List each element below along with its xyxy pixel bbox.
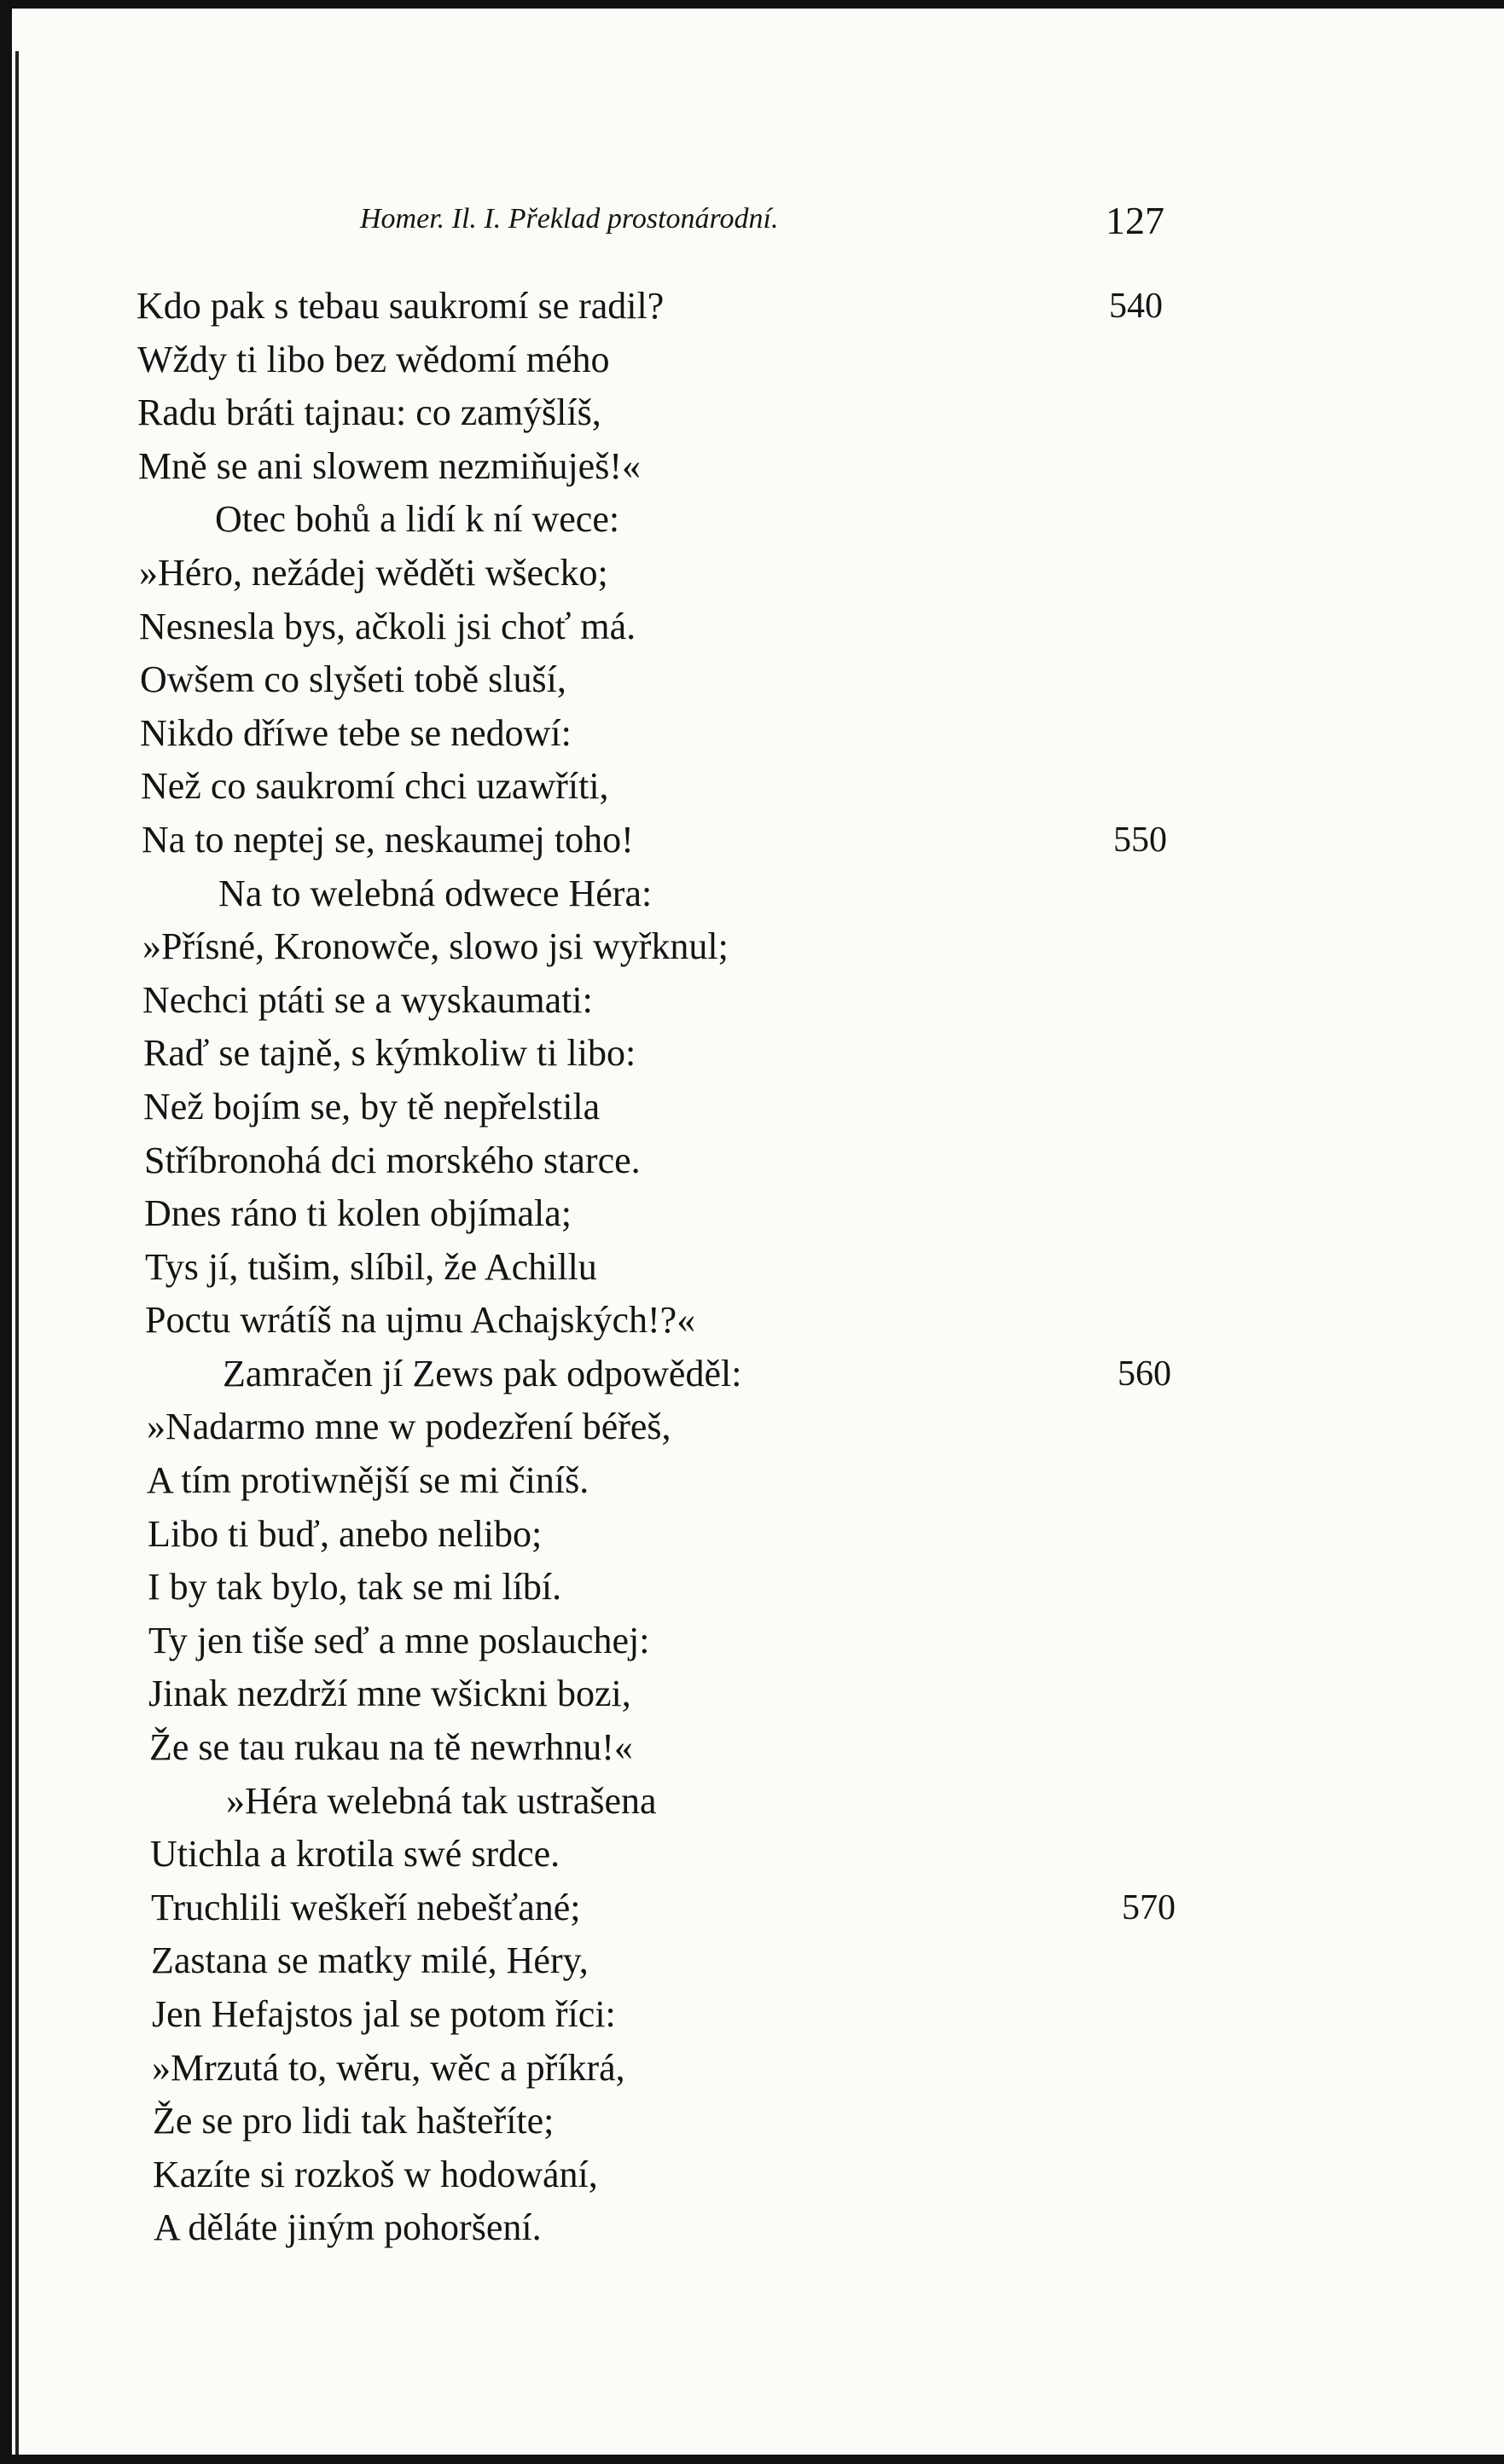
verse-text: A tím protiwnější se mi činíš.: [147, 1459, 589, 1502]
running-head: [0, 199, 1504, 254]
line-number: 560: [1118, 1354, 1171, 1394]
verse-text: Než co saukromí chci uzawříti,: [141, 765, 609, 808]
page-number: 127: [1106, 199, 1164, 242]
verse-text: I by tak bylo, tak se mi líbí.: [148, 1566, 562, 1609]
verse-line: [0, 547, 1504, 600]
verse-line: [0, 814, 1504, 867]
verse-text: Než bojím se, by tě nepřelstila: [143, 1085, 601, 1128]
scan-border-bottom: [0, 2455, 1504, 2464]
verse-line: [0, 1134, 1504, 1188]
verse-line: [0, 1561, 1504, 1615]
verse-line: [0, 600, 1504, 654]
verse-text: Utichla a krotila swé srdce.: [150, 1833, 560, 1876]
verse-text: Raď se tajně, s kýmkoliw ti libo:: [143, 1032, 636, 1075]
verse-line: [0, 1667, 1504, 1721]
verse-line: [0, 1775, 1504, 1829]
verse-text: Stříbronohá dci morského starce.: [144, 1139, 641, 1181]
verse-text: Zastana se matky milé, Héry,: [151, 1939, 589, 1982]
verse-text: »Nadarmo mne w podezření béřeš,: [147, 1406, 671, 1448]
verse-text: Nechci ptáti se a wyskaumati:: [142, 978, 593, 1021]
verse-text: Radu bráti tajnau: co zamýšlíš,: [137, 391, 601, 434]
verse-line: [0, 2095, 1504, 2148]
verse-text: Mně se ani slowem nezmiňuješ!«: [138, 444, 641, 487]
verse-line: [0, 1187, 1504, 1241]
verse-line: [0, 1721, 1504, 1775]
verse-text: Wždy ti libo bez wědomí mého: [137, 338, 610, 380]
line-number: 540: [1109, 287, 1163, 326]
verse-line: [0, 440, 1504, 494]
verse-line: [0, 1881, 1504, 1935]
verse-line: [0, 974, 1504, 1028]
verse-line: [0, 280, 1504, 333]
verse-line: [0, 707, 1504, 761]
verse-text: Owšem co slyšeti tobě sluší,: [140, 658, 566, 701]
verse-line: [0, 1400, 1504, 1454]
verse-line: [0, 1348, 1504, 1401]
verse-text: Že se tau rukau na tě newrhnu!«: [149, 1726, 633, 1769]
line-number: 570: [1122, 1887, 1176, 1928]
poem-body: [0, 280, 1504, 2255]
verse-text: »Přísné, Kronowče, slowo jsi wyřknul;: [142, 925, 729, 968]
verse-line: [0, 867, 1504, 921]
verse-text: Na to neptej se, neskaumej toho!: [142, 818, 634, 861]
verse-text: »Héra welebná tak ustrašena: [226, 1779, 657, 1822]
verse-line: [0, 1934, 1504, 1988]
verse-text: Poctu wrátíš na ujmu Achajských!?«: [145, 1299, 696, 1342]
verse-text: »Héro, nežádej wěděti wšecko;: [139, 551, 608, 594]
verse-text: Na to welebná odwece Héra:: [218, 872, 653, 914]
verse-text: Zamračen jí Zews pak odpowěděl:: [223, 1352, 742, 1394]
verse-text: Jinak nezdrží mne wšickni bozi,: [148, 1673, 631, 1715]
verse-text: Libo ti buď, anebo nelibo;: [148, 1512, 543, 1555]
verse-line: [0, 386, 1504, 440]
verse-text: A děláte jiným pohoršení.: [154, 2206, 542, 2249]
verse-line: [0, 2201, 1504, 2255]
verse-line: [0, 1241, 1504, 1295]
running-title: Homer. Il. I. Překlad prostonárodní.: [360, 203, 779, 235]
verse-text: Ty jen tiše seď a mne poslauchej:: [148, 1619, 650, 1661]
verse-line: [0, 493, 1504, 547]
verse-line: [0, 1508, 1504, 1562]
verse-text: Jen Hefajstos jal se potom říci:: [152, 1993, 616, 2035]
verse-line: [0, 1615, 1504, 1668]
verse-text: »Mrzutá to, wěru, wěc a příkrá,: [152, 2046, 625, 2089]
verse-line: [0, 2148, 1504, 2202]
verse-line: [0, 1988, 1504, 2042]
verse-text: Nikdo dříwe tebe se nedowí:: [140, 711, 572, 754]
line-number: 550: [1113, 820, 1167, 860]
verse-text: Kdo pak s tebau saukromí se radil?: [136, 285, 665, 327]
verse-line: [0, 1454, 1504, 1508]
verse-text: Tys jí, tušim, slíbil, že Achillu: [145, 1245, 597, 1288]
verse-line: [0, 653, 1504, 707]
verse-line: [0, 1081, 1504, 1134]
verse-text: Dnes ráno ti kolen objímala;: [144, 1192, 572, 1235]
scan-border-top: [0, 0, 1504, 9]
verse-text: Truchlili weškeří nebešťané;: [151, 1886, 581, 1928]
verse-line: [0, 1027, 1504, 1081]
verse-text: Otec bohů a lidí k ní wece:: [215, 498, 620, 541]
verse-text: Nesnesla bys, ačkoli jsi choť má.: [139, 605, 636, 647]
verse-line: [0, 760, 1504, 814]
verse-text: Kazíte si rozkoš w hodowání,: [153, 2153, 598, 2195]
verse-text: Že se pro lidi tak hašteříte;: [153, 2100, 555, 2142]
verse-line: [0, 920, 1504, 974]
verse-line: [0, 1828, 1504, 1881]
verse-line: [0, 1294, 1504, 1348]
verse-line: [0, 2042, 1504, 2096]
verse-line: [0, 333, 1504, 387]
